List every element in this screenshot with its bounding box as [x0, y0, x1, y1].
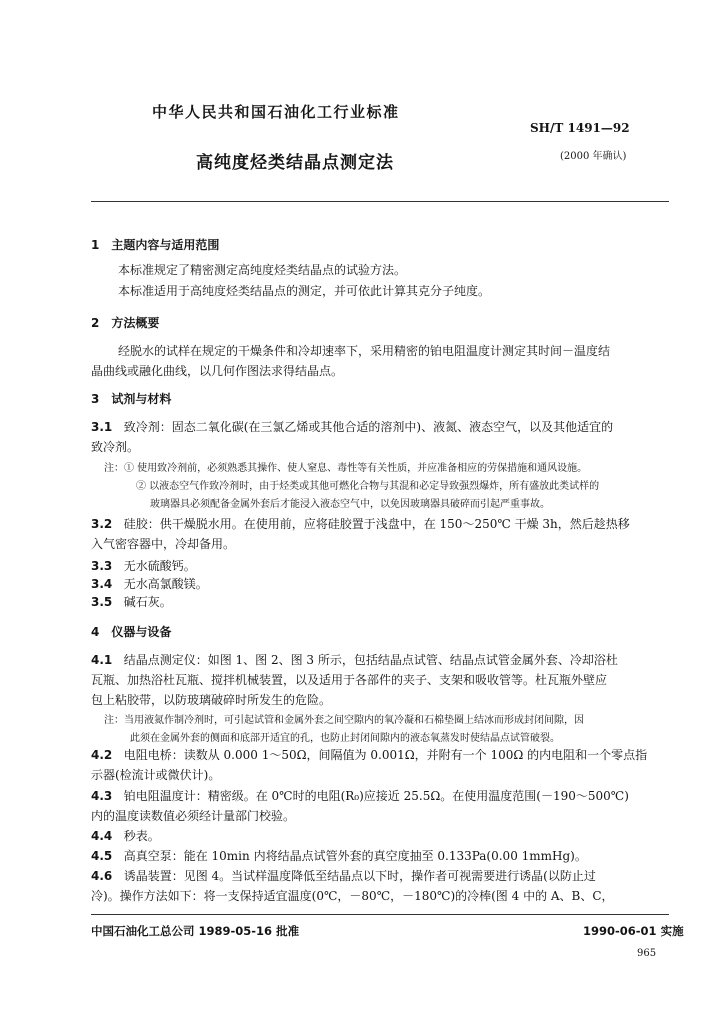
document-title: 高纯度烃类结晶点测定法 [196, 153, 394, 173]
header-divider [91, 201, 669, 202]
item-4-1-line-2: 瓦瓶、加热浴杜瓦瓶、搅拌机械装置，以及适用于各部件的夹子、支架和吸收管等。杜瓦瓶外壁应 [91, 673, 608, 687]
section-3-heading: 3 试剂与材料 [91, 392, 172, 406]
standard-category: 中华人民共和国石油化工行业标准 [152, 103, 400, 121]
item-3-4-text: 无水高氯酸镁。 [123, 577, 208, 591]
section-1-paragraph-1: 本标准规定了精密测定高纯度烃类结晶点的试验方法。 [118, 263, 407, 277]
standard-code: SH/T 1491—92 [530, 121, 630, 135]
section-2-paragraph-line-1: 经脱水的试样在规定的干燥条件和冷却速率下，采用精密的铂电阻温度计测定其时间－温度结 [118, 344, 611, 358]
item-3-1 [91, 417, 671, 437]
note-2-line-2: 玻璃器具必须配备金属外套后才能浸入液态空气中，以免因玻璃器具破碎而引起严重事故。 [150, 499, 550, 510]
item-3-3-text: 无水硫酸钙。 [123, 559, 196, 573]
item-3-3 [91, 556, 671, 576]
item-3-5-text: 碱石灰。 [123, 595, 172, 609]
item-3-1-line-2: 致冷剂。 [91, 440, 140, 454]
item-3-1-text: 致冷剂：固态二氧化碳(在三氯乙烯或其他合适的溶剂中)、液氮、液态空气，以及其他适宜的 [123, 420, 614, 434]
item-4-4-number: 4.4 [91, 829, 113, 843]
item-4-6 [91, 866, 671, 886]
item-4-2-line-2: 示器(检流计或微伏计)。 [91, 768, 221, 782]
footer-divider [91, 914, 669, 915]
item-4-6-line-2: 冷)。操作方法如下：将一支保持适宜温度(0℃，－80℃，－180℃)的冷棒(图 4 中的 A、B、C， [91, 889, 614, 903]
note-2-line-1: ② 以液态空气作致冷剂时，由于烃类或其他可燃化合物与其混和必定导致强烈爆炸，所有盛放此类试样的 [136, 481, 600, 492]
item-4-1-line-3: 包上粘胶带，以防玻璃破碎时所发生的危险。 [91, 693, 332, 707]
item-4-5-text: 高真空泵：能在 10min 内将结晶点试管外套的真空度抽至 0.133Pa(0.00 1mmHg)。 [123, 849, 587, 863]
item-3-4 [91, 574, 671, 594]
item-3-2 [91, 514, 671, 534]
item-4-3-number: 4.3 [91, 789, 113, 803]
item-4-5-number: 4.5 [91, 849, 113, 863]
note-1: 注：① 使用致冷剂前，必须熟悉其操作、使人窒息、毒性等有关性质，并应准备相应的劳保措施和通风设施。 [104, 463, 588, 474]
approval-note: 中国石油化工总公司 1989-05-16 批准 [91, 924, 300, 938]
item-4-1-text: 结晶点测定仪：如图 1、图 2、图 3 所示，包括结晶点试管、结晶点试管金属外套、冷却浴杜 [123, 653, 618, 667]
item-3-4-number: 3.4 [91, 577, 113, 591]
item-3-3-number: 3.3 [91, 559, 113, 573]
item-4-2 [91, 745, 671, 765]
item-4-6-number: 4.6 [91, 869, 113, 883]
item-4-2-text: 电阻电桥：读数从 0.000 1～50Ω，间隔值为 0.001Ω，并附有一个 100Ω 的内电阻和一个零点指 [123, 748, 648, 762]
item-4-3 [91, 786, 671, 806]
section-1-heading: 1 主题内容与适用范围 [91, 238, 220, 252]
item-4-4-text: 秒表。 [123, 829, 160, 843]
implementation-date: 1990-06-01 实施 [583, 924, 684, 938]
item-3-1-number: 3.1 [91, 420, 113, 434]
item-4-5 [91, 846, 671, 866]
item-3-2-number: 3.2 [91, 517, 113, 531]
section-2-paragraph-line-2: 晶曲线或融化曲线，以几何作图法求得结晶点。 [91, 364, 344, 378]
page-number: 965 [637, 948, 657, 959]
section-4-heading: 4 仪器与设备 [91, 625, 172, 639]
item-4-1 [91, 650, 671, 670]
confirmation-note: (2000 年确认) [560, 151, 627, 162]
section-1-paragraph-2: 本标准适用于高纯度烃类结晶点的测定，并可依此计算其克分子纯度。 [118, 284, 491, 298]
item-4-3-line-2: 内的温度读数值必须经计量部门校验。 [91, 809, 296, 823]
note-3-line-1: 注：当用液氮作制冷剂时，可引起试管和金属外套之间空隙内的氧冷凝和石棉垫圈上结冰而形成封闭间隙，因 [104, 715, 584, 726]
item-3-2-text: 硅胶：供干燥脱水用。在使用前，应将硅胶置于浅盘中，在 150～250℃ 干燥 3h，然后趁热移 [123, 517, 630, 531]
item-3-5-number: 3.5 [91, 595, 113, 609]
note-3-line-2: 此须在金属外套的侧面和底部开适宜的孔，也防止封闭间隙内的液态氧蒸发时使结晶点试管破裂。 [130, 733, 560, 744]
item-4-6-text: 诱晶装置：见图 4。当试样温度降低至结晶点以下时，操作者可视需要进行诱晶(以防止过 [123, 869, 596, 883]
section-2-heading: 2 方法概要 [91, 316, 160, 330]
item-3-5 [91, 592, 671, 612]
item-4-2-number: 4.2 [91, 748, 113, 762]
item-3-2-line-2: 入气密容器中，冷却备用。 [91, 537, 236, 551]
item-4-1-number: 4.1 [91, 653, 113, 667]
item-4-3-text: 铂电阻温度计：精密级。在 0℃时的电阻(R₀)应接近 25.5Ω。在使用温度范围(－190～500℃) [123, 789, 629, 803]
item-4-4 [91, 826, 671, 846]
